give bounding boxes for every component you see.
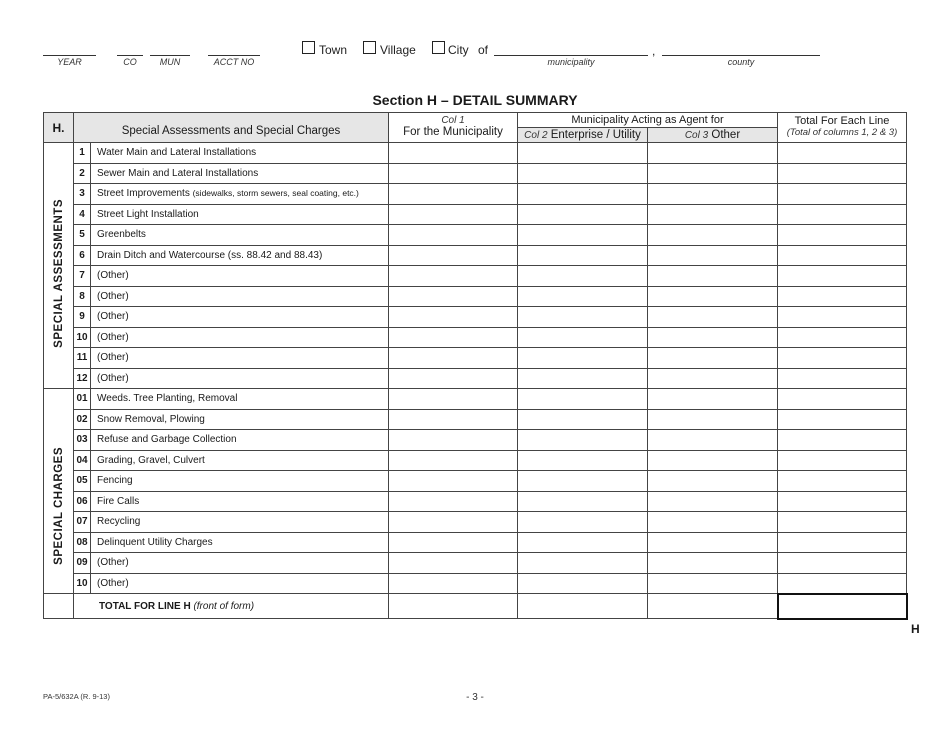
agent-header: Municipality Acting as Agent for [518, 113, 778, 128]
line-number: 8 [74, 286, 91, 307]
col1-input-cell[interactable] [389, 409, 518, 430]
col1-input-cell[interactable] [389, 143, 518, 164]
charges-row [44, 389, 907, 410]
line-description [91, 184, 389, 205]
total-input-cell[interactable] [778, 143, 907, 164]
line-number: 6 [74, 245, 91, 266]
of-label: of [478, 43, 489, 57]
assessments-row [44, 327, 907, 348]
special-charges-group-text: SPECIAL CHARGES [52, 447, 65, 565]
line-number: 03 [74, 430, 91, 451]
line-description [91, 532, 389, 553]
assessments-row [44, 307, 907, 328]
charges-row [44, 409, 907, 430]
line-description-text: Fire Calls [97, 495, 140, 507]
h-label: H. [44, 113, 74, 143]
line-description [91, 430, 389, 451]
col3-prefix: Col 3 [684, 130, 709, 141]
total-input-cell[interactable] [778, 450, 907, 471]
line-number: 11 [74, 348, 91, 369]
charges-row [44, 471, 907, 492]
col1-input-cell[interactable] [389, 245, 518, 266]
page-number: - 3 - [466, 692, 484, 703]
col3-input-cell[interactable] [648, 430, 778, 451]
col1-input-cell[interactable] [389, 450, 518, 471]
line-description [91, 512, 389, 533]
line-description [91, 348, 389, 369]
year-label: YEAR [57, 57, 82, 67]
line-description-text: Snow Removal, Plowing [97, 413, 205, 425]
detail-summary-table [43, 112, 908, 620]
total-input-cell[interactable] [778, 512, 907, 533]
village-label: Village [380, 43, 416, 57]
total-input-cell[interactable] [778, 266, 907, 287]
line-description-text: Refuse and Garbage Collection [97, 434, 237, 446]
col3-input-cell[interactable] [648, 532, 778, 553]
line-description [91, 225, 389, 246]
col3-input-cell[interactable] [648, 266, 778, 287]
line-number: 9 [74, 307, 91, 328]
total-h-marker: H [911, 622, 920, 636]
assessments-row [44, 245, 907, 266]
town-label: Town [319, 43, 348, 57]
col3-total-cell[interactable] [648, 594, 778, 619]
col1-input-cell[interactable] [389, 348, 518, 369]
total-input-cell[interactable] [778, 184, 907, 205]
form-id: PA-5/632A (R. 9-13) [43, 692, 110, 701]
col3-input-cell[interactable] [648, 553, 778, 574]
col2-input-cell[interactable] [518, 491, 648, 512]
total-input-cell[interactable] [778, 163, 907, 184]
col1-input-cell[interactable] [389, 532, 518, 553]
line-description [91, 266, 389, 287]
col2-input-cell[interactable] [518, 348, 648, 369]
assessments-row [44, 266, 907, 287]
line-number: 7 [74, 266, 91, 287]
total-header [778, 113, 907, 143]
line-description [91, 409, 389, 430]
col1-input-cell[interactable] [389, 553, 518, 574]
total-input-cell[interactable] [778, 471, 907, 492]
col1-input-cell[interactable] [389, 307, 518, 328]
assessments-row [44, 163, 907, 184]
col1-input-cell[interactable] [389, 266, 518, 287]
special-assessments-group-text: SPECIAL ASSESSMENTS [52, 199, 65, 348]
total-input-cell[interactable] [778, 389, 907, 410]
col1-header [389, 113, 518, 143]
col3-header [648, 128, 778, 143]
col2-input-cell[interactable] [518, 163, 648, 184]
col1-top: Col 1 [441, 115, 465, 126]
line-description [91, 204, 389, 225]
col1-input-cell[interactable] [389, 286, 518, 307]
col3-input-cell[interactable] [648, 512, 778, 533]
town-checkbox[interactable] [302, 41, 315, 54]
total-input-cell[interactable] [778, 307, 907, 328]
grand-total-cell[interactable] [778, 594, 907, 619]
city-label: City [448, 43, 469, 57]
county-line[interactable] [662, 55, 820, 56]
total-input-cell[interactable] [778, 348, 907, 369]
line-description [91, 471, 389, 492]
line-number: 10 [74, 327, 91, 348]
assessments-row [44, 225, 907, 246]
assessments-row [44, 368, 907, 389]
col3-input-cell[interactable] [648, 450, 778, 471]
line-description [91, 286, 389, 307]
assessments-row [44, 348, 907, 369]
line-number: 2 [74, 163, 91, 184]
col1-input-cell[interactable] [389, 471, 518, 492]
col2-input-cell[interactable] [518, 286, 648, 307]
line-number: 1 [74, 143, 91, 164]
line-number: 5 [74, 225, 91, 246]
co-line[interactable] [117, 55, 143, 56]
line-description-text: (Other) [97, 331, 129, 343]
assessments-row [44, 184, 907, 205]
line-number: 05 [74, 471, 91, 492]
col3-input-cell[interactable] [648, 245, 778, 266]
col2-input-cell[interactable] [518, 184, 648, 205]
col1-input-cell[interactable] [389, 327, 518, 348]
col2-input-cell[interactable] [518, 430, 648, 451]
line-number: 02 [74, 409, 91, 430]
col1-input-cell[interactable] [389, 573, 518, 594]
charges-row [44, 450, 907, 471]
total-input-cell[interactable] [778, 553, 907, 574]
line-description-text: Weeds. Tree Planting, Removal [97, 393, 238, 405]
col1-input-cell[interactable] [389, 225, 518, 246]
assessments-row [44, 286, 907, 307]
total-input-cell[interactable] [778, 409, 907, 430]
co-label: CO [123, 57, 137, 67]
total-spacer [44, 594, 74, 619]
line-number: 07 [74, 512, 91, 533]
line-description [91, 245, 389, 266]
col3-input-cell[interactable] [648, 573, 778, 594]
mun-line[interactable] [150, 55, 190, 56]
line-number: 4 [74, 204, 91, 225]
city-checkbox[interactable] [432, 41, 445, 54]
special-charges-group [44, 389, 74, 594]
col1-input-cell[interactable] [389, 512, 518, 533]
comma: , [652, 44, 656, 58]
col1-total-cell[interactable] [389, 594, 518, 619]
total-input-cell[interactable] [778, 286, 907, 307]
line-description-text: (Other) [97, 557, 129, 569]
total-label-cell [74, 594, 389, 619]
col3-label: Other [711, 129, 741, 141]
line-description-text: (Other) [97, 290, 129, 302]
charges-row [44, 512, 907, 533]
special-assessments-group [44, 143, 74, 389]
desc-header: Special Assessments and Special Charges [74, 113, 389, 143]
total-input-cell[interactable] [778, 491, 907, 512]
mun-label: MUN [159, 57, 181, 67]
col2-input-cell[interactable] [518, 225, 648, 246]
line-description-text: (Other) [97, 352, 129, 364]
col2-header [518, 128, 648, 143]
line-number: 08 [74, 532, 91, 553]
col1-input-cell[interactable] [389, 204, 518, 225]
col2-input-cell[interactable] [518, 532, 648, 553]
col3-input-cell[interactable] [648, 225, 778, 246]
village-checkbox[interactable] [363, 41, 376, 54]
acct-line[interactable] [208, 55, 260, 56]
line-description-note: (sidewalks, storm sewers, seal coating, etc.) [192, 188, 359, 199]
total-note: (front of form) [193, 600, 255, 612]
total-row [44, 594, 907, 619]
assessments-row [44, 204, 907, 225]
col2-label: Enterprise / Utility [550, 129, 641, 141]
col2-prefix: Col 2 [524, 130, 548, 141]
line-description-text: Sewer Main and Lateral Installations [97, 167, 259, 179]
line-description-text: Street Improvements [97, 188, 190, 200]
total-input-cell[interactable] [778, 327, 907, 348]
total-input-cell[interactable] [778, 204, 907, 225]
year-line[interactable] [43, 55, 96, 56]
col1-input-cell[interactable] [389, 491, 518, 512]
col2-input-cell[interactable] [518, 266, 648, 287]
col1-label: For the Municipality [403, 126, 503, 138]
line-description [91, 389, 389, 410]
line-description [91, 163, 389, 184]
col2-input-cell[interactable] [518, 327, 648, 348]
col2-input-cell[interactable] [518, 553, 648, 574]
col2-input-cell[interactable] [518, 471, 648, 492]
line-description-text: (Other) [97, 311, 129, 323]
col2-input-cell[interactable] [518, 389, 648, 410]
line-number: 04 [74, 450, 91, 471]
col1-input-cell[interactable] [389, 389, 518, 410]
charges-row [44, 573, 907, 594]
col2-input-cell[interactable] [518, 204, 648, 225]
col2-input-cell[interactable] [518, 307, 648, 328]
line-description-text: Greenbelts [97, 229, 146, 241]
line-number: 10 [74, 573, 91, 594]
col2-input-cell[interactable] [518, 450, 648, 471]
charges-row [44, 553, 907, 574]
line-description-text: Drain Ditch and Watercourse (ss. 88.42 and 88.43) [97, 249, 323, 261]
line-description-text: Fencing [97, 475, 133, 487]
line-description [91, 573, 389, 594]
line-number: 06 [74, 491, 91, 512]
line-description-text: (Other) [97, 270, 129, 282]
col2-input-cell[interactable] [518, 512, 648, 533]
charges-row [44, 491, 907, 512]
col3-input-cell[interactable] [648, 368, 778, 389]
col3-input-cell[interactable] [648, 348, 778, 369]
county-label: county [727, 57, 755, 67]
total-input-cell[interactable] [778, 573, 907, 594]
charges-row [44, 430, 907, 451]
line-number: 09 [74, 553, 91, 574]
col1-input-cell[interactable] [389, 368, 518, 389]
line-description-text: (Other) [97, 577, 129, 589]
col2-input-cell[interactable] [518, 245, 648, 266]
col3-input-cell[interactable] [648, 143, 778, 164]
col3-input-cell[interactable] [648, 184, 778, 205]
col3-input-cell[interactable] [648, 204, 778, 225]
col3-input-cell[interactable] [648, 327, 778, 348]
col2-total-cell[interactable] [518, 594, 648, 619]
total-label: TOTAL FOR LINE H [99, 600, 191, 612]
line-description [91, 491, 389, 512]
line-description [91, 450, 389, 471]
line-description-text: Street Light Installation [97, 208, 199, 220]
line-description-text: Water Main and Lateral Installations [97, 147, 257, 159]
line-number: 12 [74, 368, 91, 389]
line-number: 3 [74, 184, 91, 205]
total-input-cell[interactable] [778, 368, 907, 389]
col2-input-cell[interactable] [518, 573, 648, 594]
col3-input-cell[interactable] [648, 163, 778, 184]
col1-input-cell[interactable] [389, 430, 518, 451]
municipality-label: municipality [547, 57, 595, 67]
municipality-line[interactable] [494, 55, 648, 56]
total-input-cell[interactable] [778, 245, 907, 266]
col3-input-cell[interactable] [648, 491, 778, 512]
total-input-cell[interactable] [778, 430, 907, 451]
acct-label: ACCT NO [213, 57, 255, 67]
line-description-text: Delinquent Utility Charges [97, 536, 213, 548]
col1-input-cell[interactable] [389, 184, 518, 205]
section-title: Section H – DETAIL SUMMARY [372, 92, 578, 108]
line-description-text: (Other) [97, 372, 129, 384]
col2-input-cell[interactable] [518, 143, 648, 164]
col2-input-cell[interactable] [518, 368, 648, 389]
charges-row [44, 532, 907, 553]
assessments-row [44, 143, 907, 164]
line-description-text: Recycling [97, 516, 141, 528]
col3-input-cell[interactable] [648, 307, 778, 328]
line-description [91, 368, 389, 389]
col3-input-cell[interactable] [648, 471, 778, 492]
total-header-sub: (Total of columns 1, 2 & 3) [786, 127, 898, 138]
line-description-text: Grading, Gravel, Culvert [97, 454, 205, 466]
col3-input-cell[interactable] [648, 409, 778, 430]
line-description [91, 327, 389, 348]
line-description [91, 143, 389, 164]
col2-input-cell[interactable] [518, 409, 648, 430]
line-number: 01 [74, 389, 91, 410]
line-description [91, 307, 389, 328]
total-input-cell[interactable] [778, 532, 907, 553]
line-description [91, 553, 389, 574]
total-header-label: Total For Each Line [794, 115, 890, 127]
col3-input-cell[interactable] [648, 286, 778, 307]
col3-input-cell[interactable] [648, 389, 778, 410]
total-input-cell[interactable] [778, 225, 907, 246]
col1-input-cell[interactable] [389, 163, 518, 184]
